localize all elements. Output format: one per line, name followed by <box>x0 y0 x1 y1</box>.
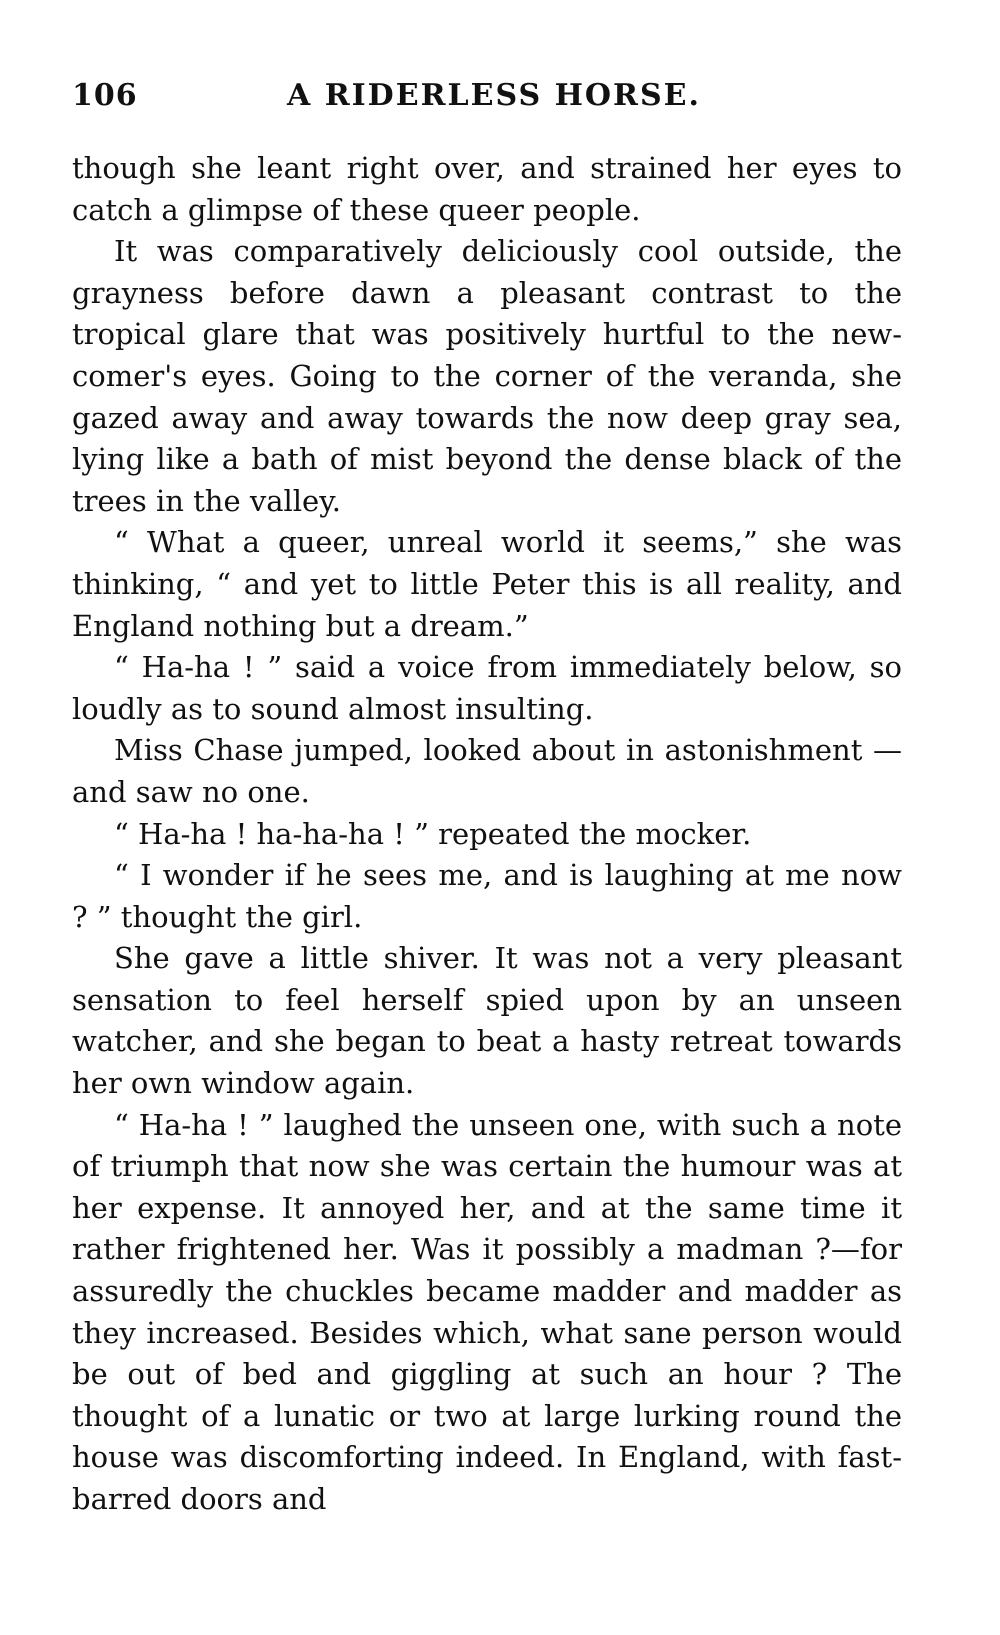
paragraph: “ I wonder if he sees me, and is laughing at me now ? ” thought the girl. <box>72 858 902 934</box>
running-head <box>72 78 902 118</box>
paragraph: “ Ha-ha ! ” laughed the unseen one, with such a note of triumph that now she was certain the humour was at her expense. It annoyed her, and at the same time it rather frightened her. Was it possibly a madman ?—for assuredly the chuckles became madder and madder as they increased. Besides which, what sane person would be out of bed and giggling at such an hour ? The thought of a lunatic or two at large lurking round the house was discomforting indeed. In England, with fast-barred doors and <box>72 1107 902 1516</box>
body-text <box>72 148 902 1521</box>
paragraph: “ Ha-ha ! ” said a voice from immediately below, so loudly as to sound almost insulting. <box>72 650 902 726</box>
page-number: 106 <box>72 78 138 113</box>
paragraph: “ Ha-ha ! ha-ha-ha ! ” repeated the mocker. <box>114 816 752 851</box>
paragraph-continuation: though she leant right over, and strained her eyes to catch a glimpse of these queer people. <box>72 151 902 227</box>
paragraph: She gave a little shiver. It was not a very pleasant sensation to feel herself spied upon by an unseen watcher, and she began to beat a hasty retreat towards her own window again. <box>72 941 902 1101</box>
paragraph: It was comparatively deliciously cool outside, the grayness before dawn a pleasant contrast to the tropical glare that was positively hurtful to the new-comer's eyes. Going to the corner of the veranda, she gazed away and away towards the now deep gray sea, lying like a bath of mist beyond the dense black of the trees in the valley. <box>72 234 902 518</box>
running-title: A RIDERLESS HORSE. <box>287 78 701 113</box>
paragraph: “ What a queer, unreal world it seems,” she was thinking, “ and yet to little Peter this is all reality, and England nothing but a dream.” <box>72 525 902 643</box>
paragraph: Miss Chase jumped, looked about in astonishment —and saw no one. <box>72 733 902 809</box>
